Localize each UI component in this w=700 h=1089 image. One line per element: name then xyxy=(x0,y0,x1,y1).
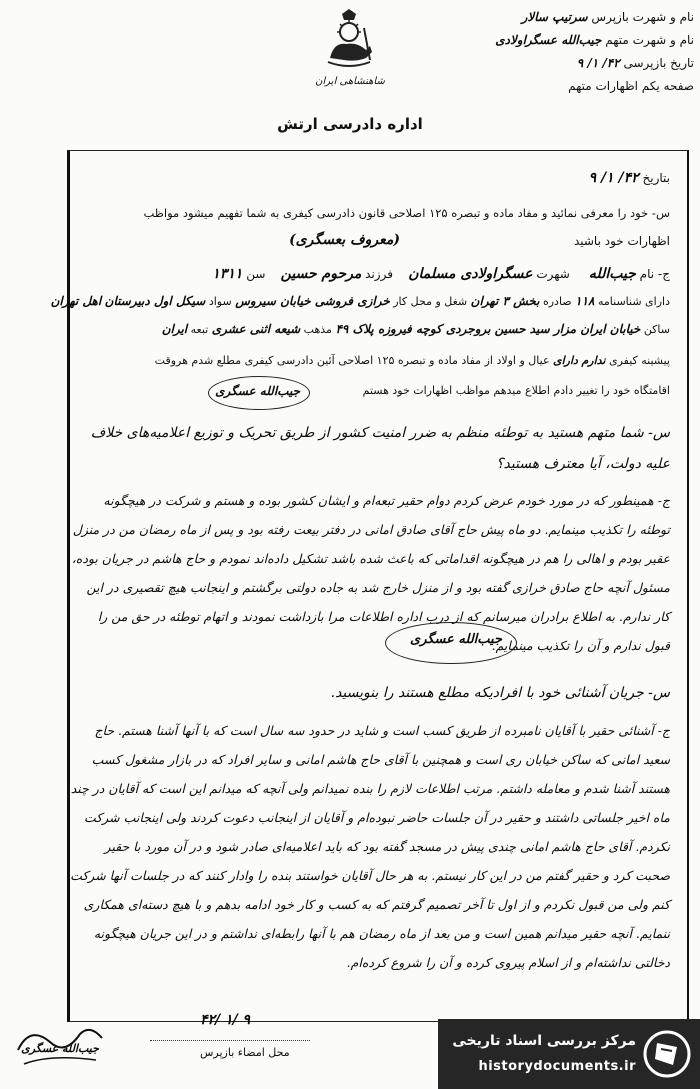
religion-value: شیعه اثنی عشری xyxy=(211,322,301,336)
accused-row xyxy=(454,29,694,52)
id-line: دارای شناسنامه ۱۱۸ صادره بخش ۳ تهران شغل و محل کار خرازی فروشی خیابان سیروس سواد سیکل اول دبیرستان اهل تهران xyxy=(50,294,670,308)
father-value: مرحوم حسین xyxy=(280,266,362,282)
accused-value: جیب‌الله عسگراولادی xyxy=(495,33,602,47)
answer-1: ج- همینطور که در مورد خودم عرض کردم دوام حقیر تبعه‌ام و ایشان کشور بوده و هستم و شرکت در هیچگونه توطئه را تکذیب مینمایم. دو ماه پیش حاج آقای صادق امانی در دفتر بیعت رفته بود و پس از ماه رمضان من در منزل عقیر بودم و اهالی را هم در هیچگونه اقداماتی که باعث شده باشد تشکیل داده‌اند نمودم و حاج هاشم در جریان بوده، مسئول آنچه حاج صادق خرازی گفته بود و از منزل خارج شد به جاده دولتی برگشتم و اینجانب هیچ تقصیری در این کار ندارم. به اطلاع برادران میرسانم که از درب اداره اطلاعات مرا بازداشت نمودند و اتهام توطئه در حق من را قبول ندارم و آن را تکذیب مینمایم. xyxy=(71,493,670,653)
preamble-line-2: اظهارات خود باشید xyxy=(573,234,670,248)
watermark-title: مرکز بررسی اسناد تاریخی xyxy=(452,1033,636,1049)
sign-dotted-line xyxy=(150,1040,310,1041)
age-value: ۱۳۱۱ xyxy=(212,266,243,282)
watermark-banner xyxy=(438,1019,700,1089)
answer-1-signature: جیب‌الله عسگری xyxy=(410,632,502,647)
document-header xyxy=(454,6,694,98)
address-value: خیابان ایران مزار سید حسین بروجردی کوچه فیروزه پلاک ۴۹ xyxy=(335,322,641,336)
address-line: ساکن خیابان ایران مزار سید حسین بروجردی کوچه فیروزه پلاک ۴۹ مذهب شیعه اثنی عشری تبعه ایران xyxy=(161,322,670,336)
form-date-value: ۴۲/ ۱/ ۹ xyxy=(588,170,639,186)
interrogator-value: سرتیپ سالار xyxy=(521,10,588,24)
emblem-caption: شاهنشاهی ایران xyxy=(315,76,385,87)
office-title: اداره دادرسی ارتش xyxy=(277,115,423,133)
family-value: دارای xyxy=(553,354,578,367)
literacy-value: سیکل اول دبیرستان xyxy=(104,294,206,308)
footer-date: ۴۲/ ۱/ ۹ xyxy=(200,1012,251,1028)
answer-2: ج- آشنائی حقیر با آقایان نامبرده از طریق کسب است و شاید در حدود سه سال است که با آنها آشنا هستم. حاج سعید امانی که ساکن خیابان ری است و همچنین با آقای حاج هاشم امانی و سایر افراد که در بازار مشغول کسب هستند آشنا شدم و معامله داشتم. مرتب اطلاعات لازم را بنده نمیدانم ولی آنچه که میدانم این است که آقایان در چند ماه اخیر جلساتی داشتند و حقیر در آن جلسات حاضر نبوده‌ام و آقایان از اینجانب دعوت کردند ولی اینجانب شرکت نکردم. آقای حاج هاشم امانی چندی پیش در مسجد گفته بود که باید اعلامیه‌ای صادر شود و در آن مورد با حقیر صحبت کرد و حقیر گفتم من در این کار نیستم. به هر حال آقایان خواستند بنده را وادار کنند که در جلسات آنها شرکت کنم ولی من قبول نکردم و از اول تا آخر تصمیم گرفتم که به کسب و کار خود ادامه بدهم و با هیچ دسته‌ای همکاری ننمایم. آنچه حقیر میدانم همین است و من بعد از ماه رمضان هم با آنها رابطه‌ای نداشتم و در این جریان هیچگونه دخالتی نداشته‌ام و از اسلام پیروی کرده و آن را شروع کرده‌ام. xyxy=(70,723,670,970)
id-value: ۱۱۸ xyxy=(575,294,595,308)
preamble-line-1: س- خود را معرفی نمائید و مفاد ماده و تبصره ۱۲۵ اصلاحی قانون دادرسی کیفری به شما تفهیم میشود مواظب xyxy=(143,206,670,220)
inline-signature: جیب‌الله عسگری xyxy=(215,384,300,398)
name-line: ج- نام جیب‌الله شهرت عسگراولادی مسلمان فرزند مرحوم حسین سن ۱۳۱۱ xyxy=(212,266,670,282)
sign-place-label: محل امضاء بازپرس xyxy=(200,1046,290,1059)
origin-value: اهل تهران xyxy=(50,294,102,308)
form-date-line xyxy=(589,170,670,186)
nationality-value: ایران xyxy=(161,322,188,336)
residence-line: اقامتگاه خود را تغییر دادم اطلاع میدهم مواظب اظهارات خود هستم xyxy=(362,384,670,397)
accused-signature-text: جیب‌الله عسگری xyxy=(21,1042,99,1055)
lion-and-sun-icon xyxy=(320,8,378,70)
watermark-url: historydocuments.ir xyxy=(478,1059,636,1074)
date-row xyxy=(454,52,694,75)
issued-value: بخش ۳ تهران xyxy=(470,294,540,308)
job-value: خرازی فروشی خیابان سیروس xyxy=(235,294,390,308)
question-2: س- جریان آشنائی خود با افرادیکه مطلع هستند را بنویسید. xyxy=(330,685,670,701)
surname-value: عسگراولادی مسلمان xyxy=(408,266,533,282)
record-line: پیشینه کیفری ندارم دارای عیال و اولاد از مفاد ماده و تبصره ۱۲۵ اصلاحی آئین دادرسی کیفری مطلع شدم هروقت xyxy=(154,354,670,367)
name-value: جیب‌الله xyxy=(588,266,636,282)
accused-label: نام و شهرت متهم xyxy=(605,33,694,47)
page-label: صفحه یکم اظهارات متهم xyxy=(568,79,694,93)
interrogator-label: نام و شهرت بازپرس xyxy=(591,10,694,24)
nickname-hand: (معروف بعسگری) xyxy=(289,232,400,248)
record-value: ندارم xyxy=(581,354,606,367)
date-value: ۴۲/ ۱/ ۹ xyxy=(576,56,620,70)
history-documents-logo-icon xyxy=(642,1029,692,1079)
question-1: س- شما متهم هستید به توطئه منظم به ضرر امنیت کشور از طریق تحریک و توزیع اعلامیه‌های خلاف علیه دولت، آیا معترف هستید؟ xyxy=(90,425,670,472)
date-label: تاریخ بازپرسی xyxy=(623,56,694,70)
interrogator-row xyxy=(454,6,694,29)
accused-signature xyxy=(10,1020,110,1084)
page-row xyxy=(454,75,694,98)
form-date-label: بتاریخ xyxy=(642,171,670,185)
